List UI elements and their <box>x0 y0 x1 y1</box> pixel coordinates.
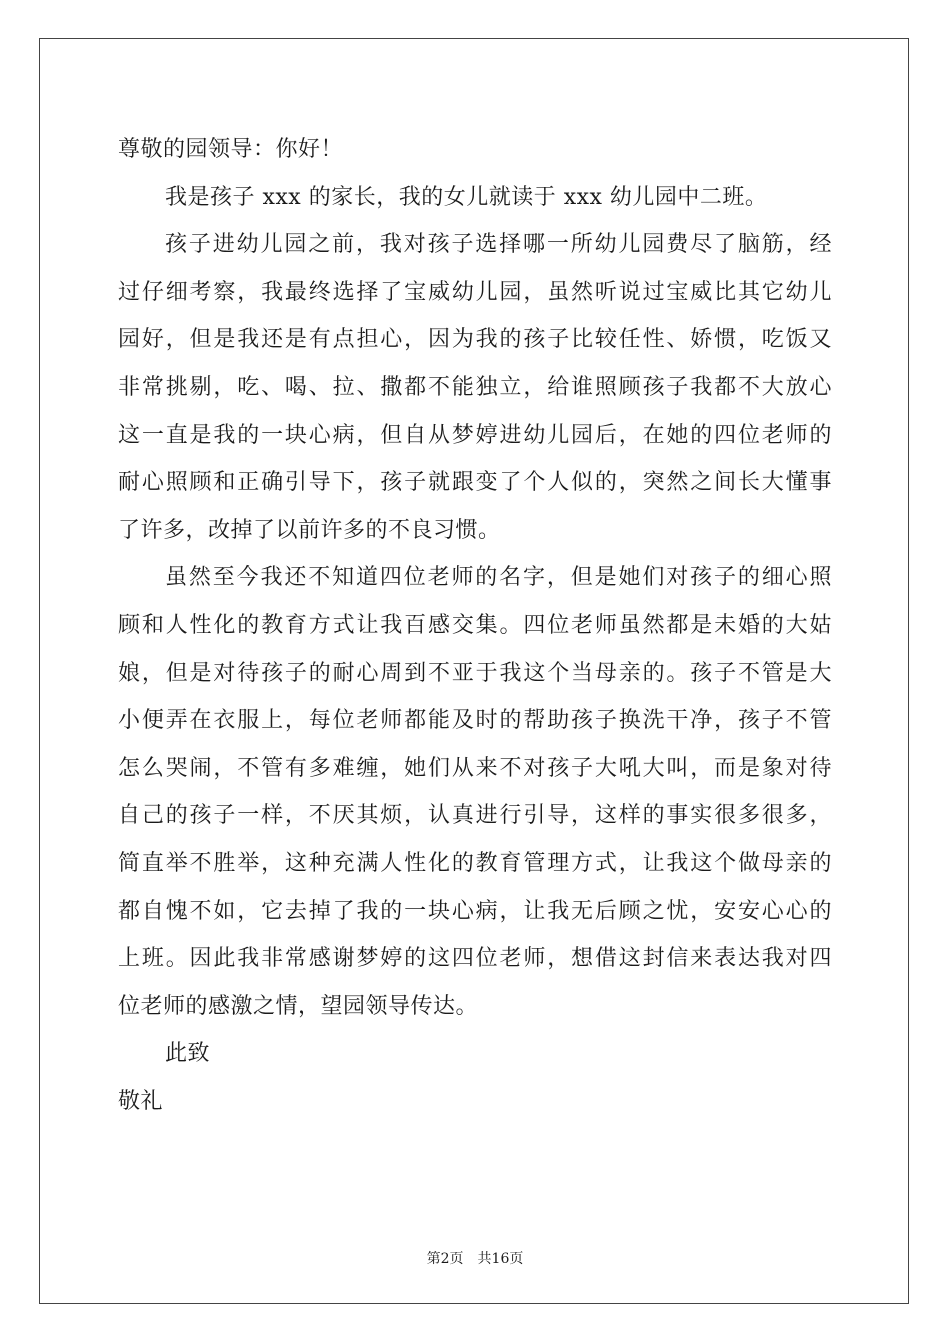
paragraph-3-line: 都自愧不如，它去掉了我的一块心病，让我无后顾之忧，安安心心的 <box>118 898 832 924</box>
paragraph-2-line: 过仔细考察，我最终选择了宝威幼儿园，虽然听说过宝威比其它幼儿 <box>118 279 832 305</box>
paragraph-3-line: 娘，但是对待孩子的耐心周到不亚于我这个当母亲的。孩子不管是大 <box>118 660 832 686</box>
paragraph-3-line: 顾和人性化的教育方式让我百感交集。四位老师虽然都是未婚的大姑 <box>118 612 832 638</box>
paragraph-2-line: 非常挑剔，吃、喝、拉、撒都不能独立，给谁照顾孩子我都不大放心 <box>118 374 832 400</box>
regards: 敬礼 <box>118 1088 164 1114</box>
paragraph-2-line: 这一直是我的一块心病，但自从梦婷进幼儿园后，在她的四位老师的 <box>118 422 832 448</box>
paragraph-3-line: 自己的孩子一样，不厌其烦，认真进行引导，这样的事实很多很多， <box>118 803 832 829</box>
paragraph-2-line: 园好，但是我还是有点担心，因为我的孩子比较任性、娇惯，吃饭又 <box>118 327 832 353</box>
paragraph-3-line: 小便弄在衣服上，每位老师都能及时的帮助孩子换洗干净，孩子不管 <box>118 708 832 734</box>
paragraph-3-line: 位老师的感激之情，望园领导传达。 <box>118 993 479 1019</box>
paragraph-1-line: 我是孩子 xxx 的家长，我的女儿就读于 xxx 幼儿园中二班。 <box>165 184 768 210</box>
salutation: 尊敬的园领导：你好！ <box>118 137 344 162</box>
paragraph-2-line: 耐心照顾和正确引导下，孩子就跟变了个人似的，突然之间长大懂事 <box>118 470 832 496</box>
letter-body <box>118 126 832 1125</box>
paragraph-3-line: 上班。因此我非常感谢梦婷的这四位老师，想借这封信来表达我对四 <box>118 946 832 972</box>
paragraph-3-line: 怎么哭闹，不管有多难缠，她们从来不对孩子大吼大叫，而是象对待 <box>118 755 832 781</box>
paragraph-3-line: 虽然至今我还不知道四位老师的名字，但是她们对孩子的细心照 <box>165 565 832 591</box>
page-total: 共16页 <box>477 1251 524 1267</box>
page-footer <box>0 1248 950 1268</box>
closing: 此致 <box>165 1041 211 1067</box>
paragraph-3-line: 简直举不胜举，这种充满人性化的教育管理方式，让我这个做母亲的 <box>118 850 832 876</box>
paragraph-2-line: 了许多，改掉了以前许多的不良习惯。 <box>118 517 501 543</box>
paragraph-2-line: 孩子进幼儿园之前，我对孩子选择哪一所幼儿园费尽了脑筋，经 <box>165 232 832 258</box>
page-number: 第2页 <box>426 1251 464 1267</box>
